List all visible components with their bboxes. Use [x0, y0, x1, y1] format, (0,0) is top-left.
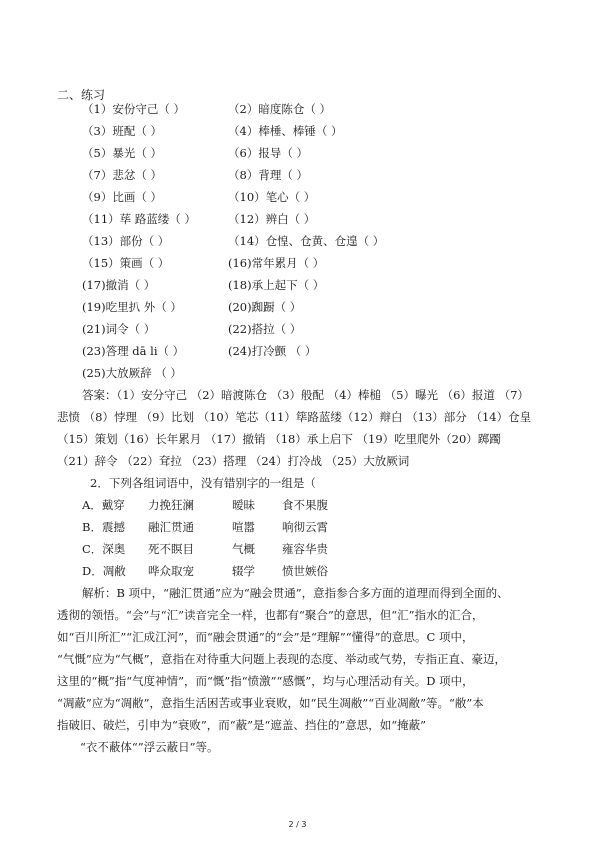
exercise-row [82, 299, 562, 315]
exercise-item: （15）策画（ ） [82, 256, 170, 270]
exercise-row [82, 365, 562, 381]
answer-line: 悲愤 （8）悖理 （9）比划 （10）笔芯（11）筚路蓝缕（12）辩白 （13）部分 （14）仓皇 [57, 410, 532, 424]
option-row [82, 563, 562, 579]
exercise-item: （3）班配（ ） [82, 124, 162, 138]
analysis-line: 指破旧、破烂，引申为“衰败”，而“蔽”是“遮盖、挡住的”意思，如“掩蔽” [57, 718, 427, 732]
exercise-item: (21)词令（ ） [82, 322, 156, 336]
exercise-row [82, 167, 562, 183]
exercise-row [82, 255, 562, 271]
exercise-row [82, 101, 562, 117]
exercise-item: （4）棒棰、棒锤（ ） [228, 124, 343, 138]
exercise-row [82, 277, 562, 293]
option-word: 哗众取宠 [148, 564, 194, 578]
analysis-line: 这里的“概”指“气度神情”，而“慨”指“愤激”“感慨”，均与心理活动有关。D 项中， [57, 674, 474, 688]
option-label: A．戴穿 [82, 498, 125, 512]
option-row [82, 541, 562, 557]
option-word: 暧昧 [232, 498, 255, 512]
exercise-item: (23)答理 dā li（ ） [82, 344, 185, 358]
option-word: 愤世嫉俗 [282, 564, 328, 578]
exercise-row [82, 321, 562, 337]
exercise-row [82, 145, 562, 161]
exercise-row [82, 189, 562, 205]
exercise-item: (20)踟蹰（ ） [228, 300, 302, 314]
analysis-line: 解析：B 项中，“融汇贯通”应为“融会贯通”，意指参合多方面的道理而得到全面的、 [82, 586, 509, 600]
option-word: 力挽狂澜 [148, 498, 194, 512]
exercise-item: （9）比画（ ） [82, 190, 162, 204]
exercise-item: (19)吃里扒 外（ ） [82, 300, 182, 314]
analysis-line: “凋蔽”应为“凋敝”，意指生活困苦或事业衰败，如“民生凋敝”“百业凋敝”等。“敝”本 [57, 696, 484, 710]
option-word: 融汇贯通 [148, 520, 194, 534]
question-text: 2．下列各组词语中，没有错别字的一组是（ [90, 476, 316, 490]
exercise-item: (25)大放厥辞 （ ） [82, 366, 182, 380]
option-word: 响彻云霄 [282, 520, 328, 534]
option-label: C．深奥 [82, 542, 126, 556]
exercise-item: （2）暗度陈仓（ ） [228, 102, 331, 116]
option-word: 喧嚣 [232, 520, 255, 534]
analysis-line: “衣不蔽体“”浮云蔽日”等。 [80, 740, 219, 754]
exercise-item: （13）部份（ ） [82, 234, 170, 248]
option-word: 辍学 [232, 564, 255, 578]
exercise-item: （7）悲忿（ ） [82, 168, 162, 182]
exercise-item: (18)承上起下（ ） [228, 278, 325, 292]
exercise-item: （1）安份守己（ ） [82, 102, 185, 116]
section-title: 二、练习 [57, 88, 106, 102]
option-row [82, 519, 562, 535]
exercise-row [82, 211, 562, 227]
exercise-item: （6）报导（ ） [228, 146, 308, 160]
analysis-line: 如“百川所汇”“汇成江河”，而“融会贯通”的“会”是“理解”“懂得”的意思。C 项中， [57, 630, 474, 644]
exercise-item: (17)撤消（ ） [82, 278, 156, 292]
option-label: D．凋敝 [82, 564, 126, 578]
analysis-line: “气慨”应为“气概”，意指在对待重大问题上表现的态度、举动或气势，专指正直、豪迈， [57, 652, 507, 666]
exercise-item: (24)打冷颤 （ ） [228, 344, 317, 358]
exercise-item: （5）暴光（ ） [82, 146, 162, 160]
exercise-item: （14）仓惶、仓黄、仓遑（ ） [228, 234, 385, 248]
exercise-item: （10）笔心（ ） [228, 190, 316, 204]
exercise-row [82, 123, 562, 139]
option-word: 雍容华贵 [282, 542, 328, 556]
option-word: 食不果腹 [282, 498, 328, 512]
option-word: 死不瞑目 [148, 542, 194, 556]
exercise-row [82, 343, 562, 359]
option-row [82, 497, 562, 513]
exercise-item: （8）背理（ ） [228, 168, 308, 182]
analysis-line: 透彻的领悟。“会”与“汇”读音完全一样，也都有“聚合”的意思，但“汇”指水的汇合， [57, 608, 484, 622]
option-label: B．震撼 [82, 520, 125, 534]
exercise-row [82, 233, 562, 249]
answer-line: 答案：（1）安分守己 （2）暗渡陈仓 （3）般配 （4）棒槌 （5）曝光 （6）报道 （7） [82, 388, 529, 402]
exercise-item: （12）辨白（ ） [228, 212, 316, 226]
answer-line: （21）辞令 （22）耷拉 （23）搭理 （24）打冷战 （25）大放厥词 [57, 454, 410, 468]
option-word: 气概 [232, 542, 255, 556]
exercise-item: （11）荜 路蓝缕（ ） [82, 212, 196, 226]
page-number: 2 / 3 [288, 820, 307, 829]
exercise-item: (22)搭拉（ ） [228, 322, 302, 336]
exercise-item: (16)常年累月（ ） [228, 256, 325, 270]
answer-line: （15）策划（16）长年累月 （17）撤销 （18）承上启下 （19）吃里爬外（20）踯躅 [57, 432, 501, 446]
